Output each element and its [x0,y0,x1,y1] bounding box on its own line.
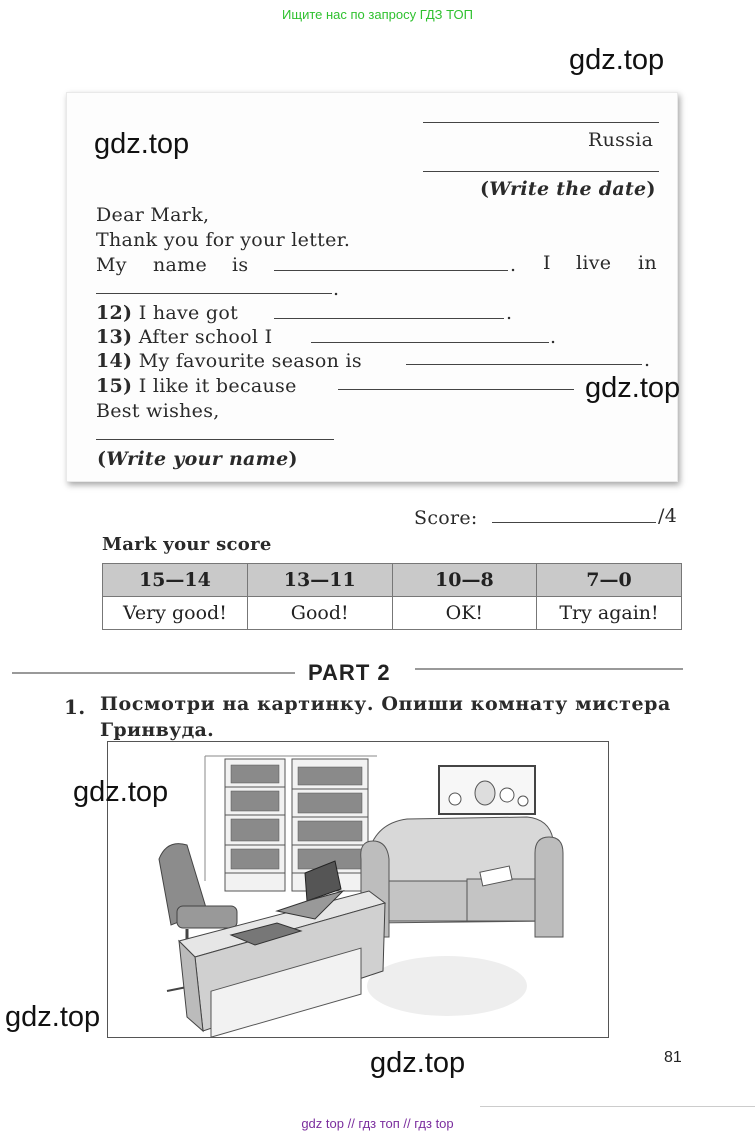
item-12-line [274,318,504,319]
watermark: gdz.top [5,1001,101,1033]
task-line-1: Посмотри на картинку. Опиши комнату мистера [100,693,671,715]
grade-cell: Try again! [537,597,682,630]
watermark: gdz.top [569,44,665,76]
task-number: 1. [64,695,86,719]
top-banner[interactable]: Ищите нас по запросу ГДЗ ТОП [282,7,473,22]
watermark: gdz.top [585,372,681,404]
wall-picture [439,766,535,814]
address-line [423,122,659,123]
range-cell: 10—8 [392,564,536,597]
range-cell: 15—14 [103,564,248,597]
item-12: 12) I have got [96,302,239,324]
part-heading: PART 2 [308,660,391,685]
item-15-line [338,389,574,390]
period: . [510,254,517,276]
item-15: 15) I like it because [96,375,297,397]
watermark: gdz.top [73,776,169,808]
score-table [102,563,682,630]
footer-links[interactable]: gdz top // гдз топ // гдз top [301,1116,454,1131]
word-my: My [96,254,127,276]
item-14: 14) My favourite season is [96,350,362,372]
grade-cell: Very good! [103,597,248,630]
mark-title: Mark your score [102,534,272,555]
word-name: name [153,254,208,276]
period: . [644,349,651,371]
name-answer-line [274,270,508,271]
score-line [492,522,656,523]
range-cell: 13—11 [247,564,392,597]
live-answer-line [96,293,332,294]
closing: Best wishes, [96,400,220,422]
word-in: in [638,252,657,274]
room-illustration [107,741,609,1038]
signature-line [96,439,334,440]
grade-cell: Good! [247,597,392,630]
part-divider-left [12,672,295,674]
name-hint: (Write your name) [97,448,298,470]
watermark: gdz.top [94,128,190,160]
item-13-line [311,342,549,343]
period: . [506,302,513,324]
country: Russia [588,129,654,151]
task-line-2: Гринвуда. [100,719,215,741]
part-divider-right [415,668,683,670]
score-max: /4 [658,505,678,527]
period: . [550,326,557,348]
greeting: Dear Mark, [96,204,210,226]
item-13: 13) After school I [96,326,273,348]
date-line [423,171,659,172]
range-cell: 7—0 [537,564,682,597]
bookcase-left [225,759,285,891]
footer-rule [480,1106,755,1107]
page-number: 81 [664,1049,682,1066]
word-i: I [543,252,551,274]
date-hint: (Write the date) [480,178,656,200]
watermark: gdz.top [370,1047,466,1079]
score-label: Score: [414,507,478,529]
word-live: live [576,252,612,274]
grade-cell: OK! [392,597,536,630]
thanks-line: Thank you for your letter. [96,229,351,251]
word-is: is [232,254,249,276]
item-14-line [406,364,642,365]
sofa [361,817,563,937]
period: . [333,278,340,300]
